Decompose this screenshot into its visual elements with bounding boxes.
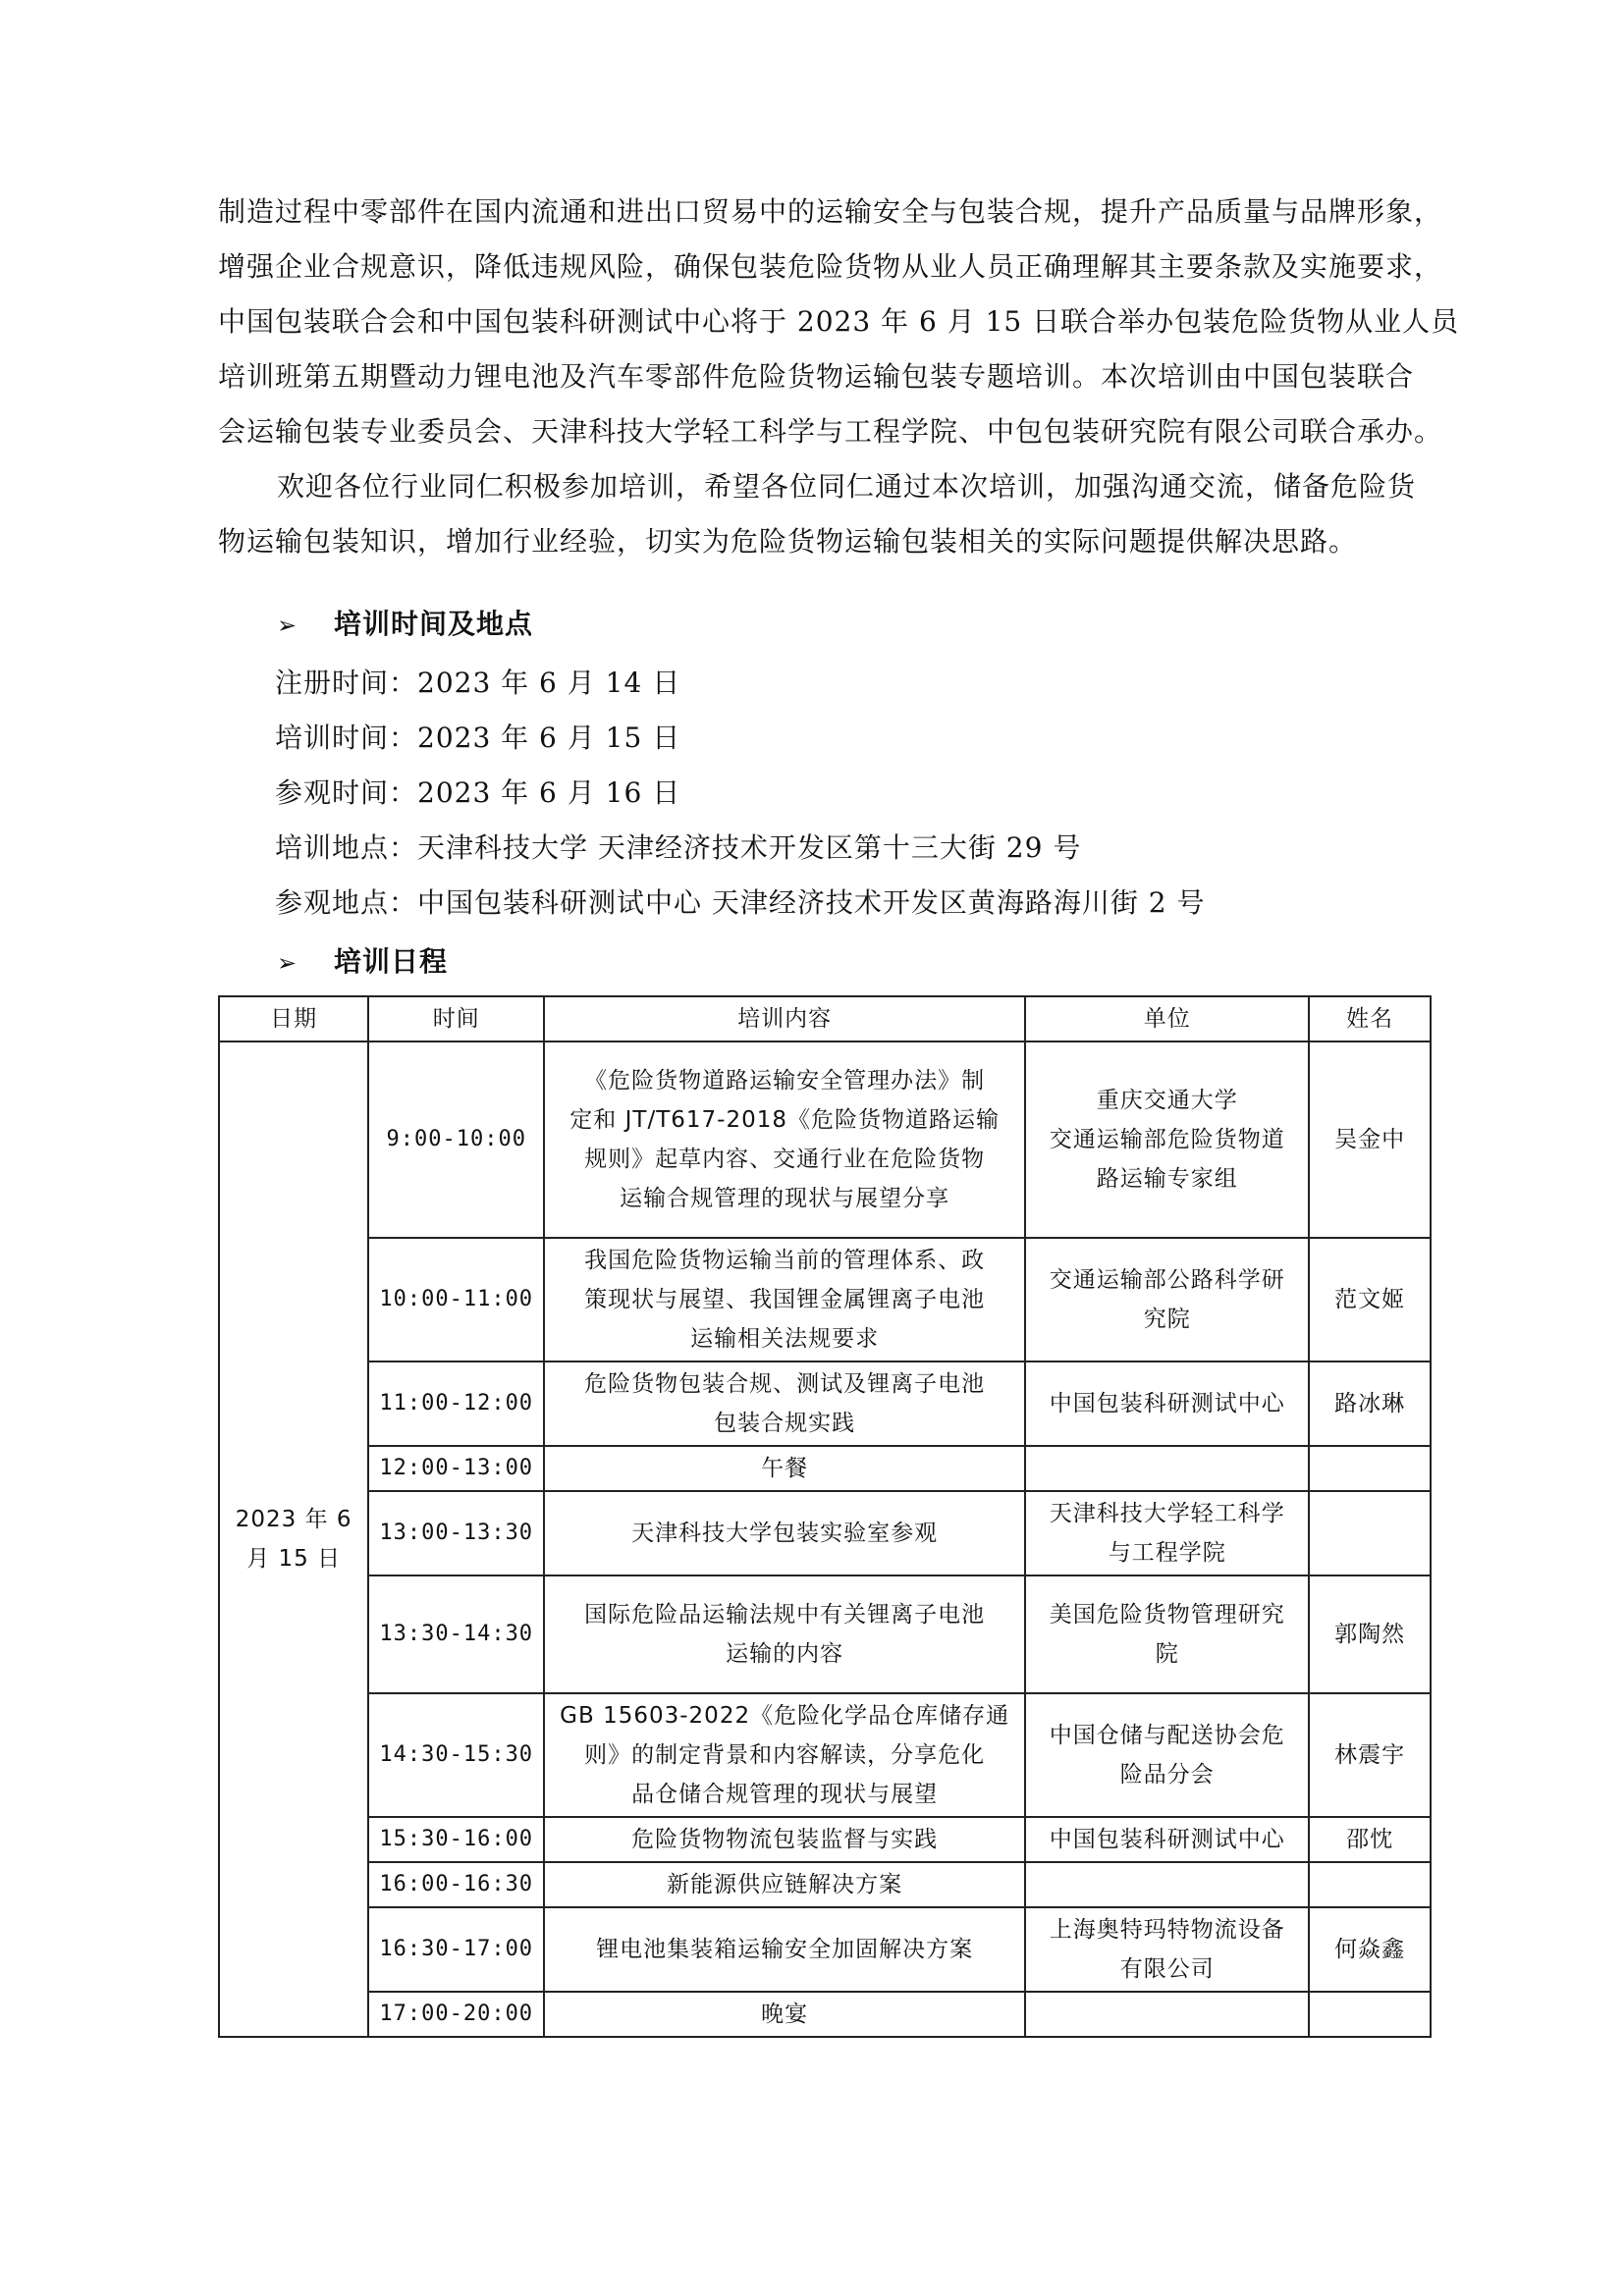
content-cell-line: 我国危险货物运输当前的管理体系、政 — [584, 1248, 986, 1273]
content-cell-line: 危险货物物流包装监督与实践 — [631, 1827, 939, 1852]
time-cell: 16:00-16:30 — [368, 1862, 544, 1907]
date-cell-line: 月 15 日 — [246, 1546, 342, 1572]
table-row — [219, 1817, 1431, 1862]
table-row — [219, 1238, 1431, 1362]
time-cell: 11:00-12:00 — [368, 1362, 544, 1446]
unit-cell-line: 美国危险货物管理研究 — [1049, 1602, 1285, 1628]
content-cell — [544, 1992, 1025, 2037]
content-cell — [544, 1238, 1025, 1362]
name-cell: 郭陶然 — [1309, 1575, 1431, 1693]
content-cell — [544, 1907, 1025, 1992]
name-cell: 邵忱 — [1309, 1817, 1431, 1862]
content-cell — [544, 1693, 1025, 1817]
content-cell-line: 则》的制定背景和内容解读，分享危化 — [584, 1742, 986, 1768]
name-cell: 路冰琳 — [1309, 1362, 1431, 1446]
content-cell — [544, 1491, 1025, 1575]
content-cell-line: 《危险货物道路运输安全管理办法》制 — [584, 1068, 986, 1094]
unit-cell-line: 院 — [1155, 1641, 1179, 1667]
info-visit-time: 参观时间：2023 年 6 月 16 日 — [275, 776, 681, 809]
table-row — [219, 1362, 1431, 1446]
header-time: 时间 — [368, 996, 544, 1041]
table-header-row — [219, 996, 1431, 1041]
unit-cell — [1025, 1041, 1309, 1238]
section-heading-time-location — [277, 605, 533, 644]
unit-cell-line: 天津科技大学轻工科学 — [1049, 1501, 1285, 1526]
content-cell-line: 天津科技大学包装实验室参观 — [631, 1521, 939, 1546]
unit-cell — [1025, 1992, 1309, 2037]
content-cell-line: 运输的内容 — [726, 1641, 844, 1667]
time-cell: 9:00-10:00 — [368, 1041, 544, 1238]
unit-cell — [1025, 1446, 1309, 1491]
content-cell — [544, 1817, 1025, 1862]
content-cell-line: 午餐 — [761, 1456, 809, 1481]
content-cell-line: 锂电池集装箱运输安全加固解决方案 — [596, 1937, 974, 1962]
name-cell — [1309, 1862, 1431, 1907]
paragraph-line: 制造过程中零部件在国内流通和进出口贸易中的运输安全与包装合规，提升产品质量与品牌形象， — [218, 195, 1443, 228]
content-cell-line: 晚宴 — [761, 2002, 809, 2027]
unit-cell-line: 究院 — [1143, 1307, 1191, 1332]
content-cell-line: 品仓储合规管理的现状与展望 — [631, 1782, 939, 1807]
welcome-paragraph — [218, 459, 1432, 569]
unit-cell — [1025, 1362, 1309, 1446]
time-cell: 16:30-17:00 — [368, 1907, 544, 1992]
content-cell-line: GB 15603-2022《危险化学品仓库储存通 — [560, 1703, 1010, 1729]
content-cell-line: 国际危险品运输法规中有关锂离子电池 — [584, 1602, 986, 1628]
content-cell-line: 危险货物包装合规、测试及锂离子电池 — [584, 1371, 986, 1397]
name-cell: 何焱鑫 — [1309, 1907, 1431, 1992]
arrow-bullet-icon: ➢ — [277, 612, 298, 639]
unit-cell-line: 交通运输部危险货物道 — [1049, 1127, 1285, 1152]
name-cell: 吴金中 — [1309, 1041, 1431, 1238]
content-cell — [544, 1446, 1025, 1491]
unit-cell — [1025, 1907, 1309, 1992]
table-row — [219, 1446, 1431, 1491]
section-heading-schedule — [277, 942, 448, 982]
unit-cell — [1025, 1862, 1309, 1907]
table-row — [219, 1041, 1431, 1238]
table-row — [219, 1907, 1431, 1992]
unit-cell-line: 有限公司 — [1119, 1956, 1215, 1982]
paragraph-line: 会运输包装专业委员会、天津科技大学轻工科学与工程学院、中包包装研究院有限公司联合承办。 — [218, 415, 1443, 448]
date-cell — [219, 1041, 368, 2037]
unit-cell — [1025, 1491, 1309, 1575]
content-cell — [544, 1041, 1025, 1238]
name-cell: 林震宇 — [1309, 1693, 1431, 1817]
name-cell — [1309, 1491, 1431, 1575]
content-cell — [544, 1575, 1025, 1693]
time-cell: 15:30-16:00 — [368, 1817, 544, 1862]
header-name: 姓名 — [1309, 996, 1431, 1041]
unit-cell-line: 上海奥特玛特物流设备 — [1049, 1917, 1285, 1943]
time-cell: 12:00-13:00 — [368, 1446, 544, 1491]
time-cell: 13:30-14:30 — [368, 1575, 544, 1693]
content-cell-line: 运输相关法规要求 — [690, 1326, 880, 1352]
unit-cell-line: 中国仓储与配送协会危 — [1049, 1723, 1285, 1748]
unit-cell — [1025, 1575, 1309, 1693]
section-title: 培训时间及地点 — [334, 608, 534, 640]
unit-cell — [1025, 1693, 1309, 1817]
section-title: 培训日程 — [334, 945, 449, 978]
name-cell: 范文姬 — [1309, 1238, 1431, 1362]
time-cell: 13:00-13:30 — [368, 1491, 544, 1575]
info-visit-location: 参观地点：中国包装科研测试中心 天津经济技术开发区黄海路海川街 2 号 — [275, 886, 1206, 919]
unit-cell-line: 重庆交通大学 — [1096, 1088, 1238, 1113]
unit-cell — [1025, 1817, 1309, 1862]
time-cell: 17:00-20:00 — [368, 1992, 544, 2037]
content-cell-line: 策现状与展望、我国锂金属锂离子电池 — [584, 1287, 986, 1312]
info-training-time: 培训时间：2023 年 6 月 15 日 — [275, 721, 681, 754]
name-cell — [1309, 1446, 1431, 1491]
table-row — [219, 1491, 1431, 1575]
unit-cell-line: 中国包装科研测试中心 — [1049, 1391, 1285, 1416]
header-unit: 单位 — [1025, 996, 1309, 1041]
arrow-bullet-icon: ➢ — [277, 949, 298, 977]
intro-paragraph — [218, 185, 1460, 459]
content-cell-line: 规则》起草内容、交通行业在危险货物 — [584, 1147, 986, 1172]
header-content: 培训内容 — [544, 996, 1025, 1041]
paragraph-line: 欢迎各位行业同仁积极参加培训，希望各位同仁通过本次培训，加强沟通交流，储备危险货 — [277, 470, 1417, 503]
name-cell — [1309, 1992, 1431, 2037]
table-row — [219, 1693, 1431, 1817]
table-row — [219, 1575, 1431, 1693]
content-cell-line: 新能源供应链解决方案 — [667, 1872, 903, 1897]
content-cell-line: 定和 JT/T617-2018《危险货物道路运输 — [569, 1107, 1000, 1133]
unit-cell-line: 中国包装科研测试中心 — [1049, 1827, 1285, 1852]
info-registration-time: 注册时间：2023 年 6 月 14 日 — [275, 667, 681, 699]
content-cell-line: 运输合规管理的现状与展望分享 — [620, 1186, 950, 1211]
paragraph-line: 中国包装联合会和中国包装科研测试中心将于 2023 年 6 月 15 日联合举办包装危险货物从业人员 — [218, 305, 1460, 338]
time-cell: 10:00-11:00 — [368, 1238, 544, 1362]
unit-cell-line: 路运输专家组 — [1096, 1166, 1238, 1192]
content-cell — [544, 1362, 1025, 1446]
paragraph-line: 培训班第五期暨动力锂电池及汽车零部件危险货物运输包装专题培训。本次培训由中国包装联合 — [218, 360, 1415, 393]
schedule-table — [218, 995, 1432, 2038]
paragraph-line: 物运输包装知识，增加行业经验，切实为危险货物运输包装相关的实际问题提供解决思路。 — [218, 525, 1358, 558]
content-cell-line: 包装合规实践 — [714, 1411, 856, 1436]
content-cell — [544, 1862, 1025, 1907]
time-cell: 14:30-15:30 — [368, 1693, 544, 1817]
unit-cell — [1025, 1238, 1309, 1362]
unit-cell-line: 险品分会 — [1119, 1762, 1215, 1788]
unit-cell-line: 交通运输部公路科学研 — [1049, 1267, 1285, 1293]
paragraph-line: 增强企业合规意识，降低违规风险，确保包装危险货物从业人员正确理解其主要条款及实施要求， — [218, 250, 1443, 283]
table-row — [219, 1862, 1431, 1907]
unit-cell-line: 与工程学院 — [1108, 1540, 1226, 1566]
info-training-location: 培训地点：天津科技大学 天津经济技术开发区第十三大街 29 号 — [275, 831, 1082, 864]
header-date: 日期 — [219, 996, 368, 1041]
date-cell-line: 2023 年 6 — [235, 1507, 352, 1532]
table-row — [219, 1992, 1431, 2037]
